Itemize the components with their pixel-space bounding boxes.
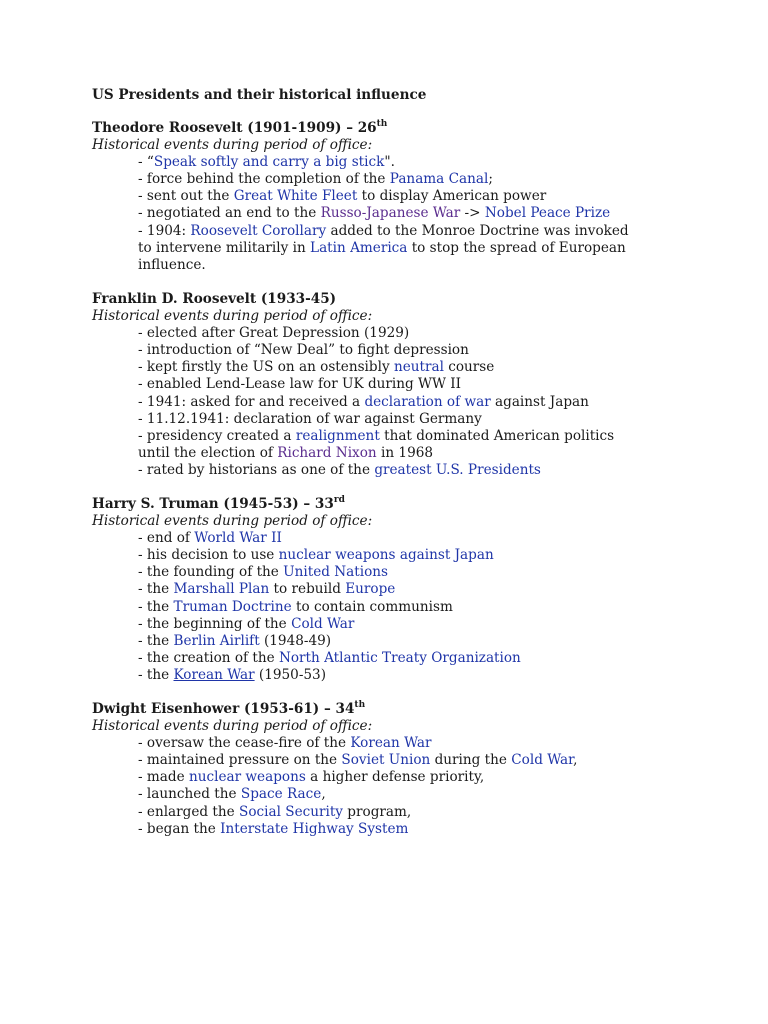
wiki-link[interactable]: Korean War — [173, 667, 255, 684]
event-item — [92, 599, 712, 616]
event-text: ". — [384, 154, 395, 170]
wiki-link[interactable]: United Nations — [283, 564, 388, 581]
event-item — [92, 376, 712, 393]
event-text: (1950-53) — [254, 667, 327, 684]
section-heading-text: Franklin D. Roosevelt (1933-45) — [92, 291, 337, 307]
event-text: - 1904: — [138, 222, 191, 239]
event-line — [138, 786, 712, 803]
event-text: to contain communism — [291, 598, 453, 615]
event-item — [92, 804, 712, 821]
wiki-link[interactable]: nuclear weapons against Japan — [278, 547, 494, 564]
wiki-link[interactable]: Roosevelt Corollary — [190, 222, 327, 239]
event-line — [138, 411, 712, 428]
wiki-link[interactable]: Truman Doctrine — [173, 598, 292, 615]
event-item — [92, 616, 712, 633]
event-text: - elected after Great Depression (1929) — [138, 325, 410, 341]
section-heading — [92, 291, 712, 308]
event-item — [92, 530, 712, 547]
event-item — [92, 752, 712, 769]
event-text: - the — [138, 598, 174, 615]
event-line — [138, 804, 712, 821]
section-subheading: Historical events during period of office: — [92, 308, 373, 324]
section-subheading: Historical events during period of office: — [92, 718, 373, 734]
event-line — [138, 735, 712, 752]
event-text: - end of — [138, 530, 195, 546]
event-text: against Japan — [490, 393, 589, 410]
ordinal-suffix: th — [376, 119, 388, 129]
event-text: - “ — [138, 154, 154, 170]
event-line — [138, 154, 712, 171]
event-item — [92, 223, 712, 274]
wiki-link[interactable]: North Atlantic Treaty Organization — [278, 649, 521, 666]
wiki-link[interactable]: greatest U.S. Presidents — [374, 462, 541, 479]
event-text: , — [321, 786, 326, 803]
event-item — [92, 428, 712, 462]
event-line — [138, 205, 712, 222]
event-text: - force behind the completion of the — [138, 171, 390, 188]
event-text: - maintained pressure on the — [138, 752, 342, 769]
event-text: in 1968 — [376, 444, 434, 461]
event-item — [92, 650, 712, 667]
event-text: - the beginning of the — [138, 615, 292, 632]
event-text: course — [443, 359, 495, 376]
event-text: (1948-49) — [259, 632, 332, 649]
event-text: - enlarged the — [138, 803, 240, 820]
event-item — [92, 581, 712, 598]
event-line — [138, 650, 712, 667]
event-line — [138, 240, 712, 257]
event-line — [138, 530, 712, 547]
wiki-link[interactable]: World War II — [194, 530, 282, 546]
event-item — [92, 188, 712, 205]
wiki-link[interactable]: Marshall Plan — [173, 581, 270, 598]
event-line — [138, 752, 712, 769]
wiki-link[interactable]: Europe — [345, 581, 396, 598]
event-line — [138, 821, 712, 838]
event-line — [138, 616, 712, 633]
wiki-link[interactable]: Latin America — [310, 239, 408, 256]
event-text: to stop the spread of European — [407, 239, 626, 256]
event-item — [92, 342, 712, 359]
event-text: that dominated American politics — [379, 427, 615, 444]
wiki-link[interactable]: Cold War — [291, 615, 355, 632]
event-item — [92, 633, 712, 650]
event-item — [92, 564, 712, 581]
event-text: to rebuild — [269, 581, 346, 598]
document-title: US Presidents and their historical influence — [92, 87, 427, 103]
wiki-link[interactable]: Korean War — [350, 735, 432, 751]
event-line — [138, 599, 712, 616]
ordinal-suffix: th — [354, 700, 366, 710]
event-text: - the founding of the — [138, 564, 284, 581]
event-text: during the — [430, 752, 512, 769]
wiki-link[interactable]: Space Race — [240, 786, 322, 803]
event-text: - began the — [138, 820, 221, 837]
event-text: - introduction of “New Deal” to fight depression — [138, 342, 469, 359]
event-item — [92, 462, 712, 479]
event-line — [138, 428, 712, 445]
event-line — [138, 769, 712, 786]
event-line — [138, 564, 712, 581]
event-text: - made — [138, 769, 189, 786]
president-section — [92, 120, 712, 274]
event-item — [92, 325, 712, 342]
event-text: , — [573, 752, 578, 769]
president-section — [92, 291, 712, 479]
wiki-link[interactable]: Cold War — [511, 752, 574, 769]
event-text: - the — [138, 667, 174, 684]
event-item — [92, 821, 712, 838]
president-section — [92, 496, 712, 684]
event-text: to intervene militarily in — [138, 239, 311, 256]
event-text: - the — [138, 581, 174, 598]
event-text: - rated by historians as one of the — [138, 462, 375, 479]
event-text: - presidency created a — [138, 427, 296, 444]
event-item — [92, 171, 712, 188]
event-item — [92, 769, 712, 786]
event-line — [138, 257, 712, 274]
wiki-link[interactable]: Berlin Airlift — [173, 632, 260, 649]
event-text: - enabled Lend-Lease law for UK during WW II — [138, 376, 462, 393]
event-item — [92, 411, 712, 428]
ordinal-suffix: rd — [333, 495, 345, 505]
event-text: - the creation of the — [138, 649, 279, 666]
wiki-link[interactable]: Great White Fleet — [233, 188, 358, 205]
wiki-link[interactable]: realignment — [295, 427, 380, 444]
event-line — [138, 547, 712, 564]
event-line — [138, 633, 712, 650]
section-heading — [92, 701, 712, 718]
wiki-link[interactable]: Richard Nixon — [277, 444, 377, 461]
event-item — [92, 154, 712, 171]
event-text: program, — [342, 803, 412, 820]
event-line — [138, 445, 712, 462]
event-text: ; — [488, 171, 493, 188]
event-text: - launched the — [138, 786, 241, 803]
wiki-link[interactable]: neutral — [393, 359, 444, 376]
wiki-link[interactable]: Speak softly and carry a big stick — [153, 154, 385, 170]
event-text: - his decision to use — [138, 547, 279, 564]
event-text: - the — [138, 632, 174, 649]
event-item — [92, 359, 712, 376]
event-line — [138, 171, 712, 188]
event-item — [92, 735, 712, 752]
event-text: influence. — [138, 256, 206, 273]
event-line — [138, 223, 712, 240]
wiki-link[interactable]: Nobel Peace Prize — [484, 205, 611, 222]
event-item — [92, 667, 712, 684]
event-text: - kept firstly the US on an ostensibly — [138, 359, 394, 376]
event-line — [138, 376, 712, 393]
section-heading-text: Dwight Eisenhower (1953-61) – 34 — [92, 701, 355, 717]
event-text: added to the Monroe Doctrine was invoked — [326, 222, 629, 239]
event-text: -> — [460, 205, 485, 222]
event-text: until the election of — [138, 444, 278, 461]
event-line — [138, 667, 712, 684]
event-text: - negotiated an end to the — [138, 205, 321, 222]
wiki-link[interactable]: Social Security — [239, 803, 343, 820]
section-heading-text: Harry S. Truman (1945-53) – 33 — [92, 496, 334, 512]
event-line — [138, 342, 712, 359]
section-subheading: Historical events during period of office: — [92, 137, 373, 153]
section-heading-text: Theodore Roosevelt (1901-1909) – 26 — [92, 120, 377, 136]
event-line — [138, 394, 712, 411]
wiki-link[interactable]: Soviet Union — [341, 752, 431, 769]
event-line — [138, 188, 712, 205]
president-section — [92, 701, 712, 838]
event-line — [138, 462, 712, 479]
event-text: to display American power — [357, 188, 547, 205]
event-item — [92, 394, 712, 411]
section-heading — [92, 496, 712, 513]
event-text: - 11.12.1941: declaration of war against Germany — [138, 410, 482, 427]
wiki-link[interactable]: Panama Canal — [389, 171, 489, 188]
wiki-link[interactable]: declaration of war — [364, 393, 491, 410]
wiki-link[interactable]: Interstate Highway System — [220, 820, 409, 837]
event-line — [138, 325, 712, 342]
event-item — [92, 205, 712, 222]
event-text: a higher defense priority, — [305, 769, 485, 786]
event-text: - oversaw the cease-fire of the — [138, 735, 351, 751]
section-subheading: Historical events during period of office: — [92, 513, 373, 529]
wiki-link[interactable]: Russo-Japanese War — [320, 205, 461, 222]
event-text: - 1941: asked for and received a — [138, 393, 365, 410]
section-heading — [92, 120, 712, 137]
event-line — [138, 581, 712, 598]
event-item — [92, 547, 712, 564]
wiki-link[interactable]: nuclear weapons — [188, 769, 306, 786]
event-line — [138, 359, 712, 376]
event-text: - sent out the — [138, 188, 234, 205]
event-item — [92, 786, 712, 803]
